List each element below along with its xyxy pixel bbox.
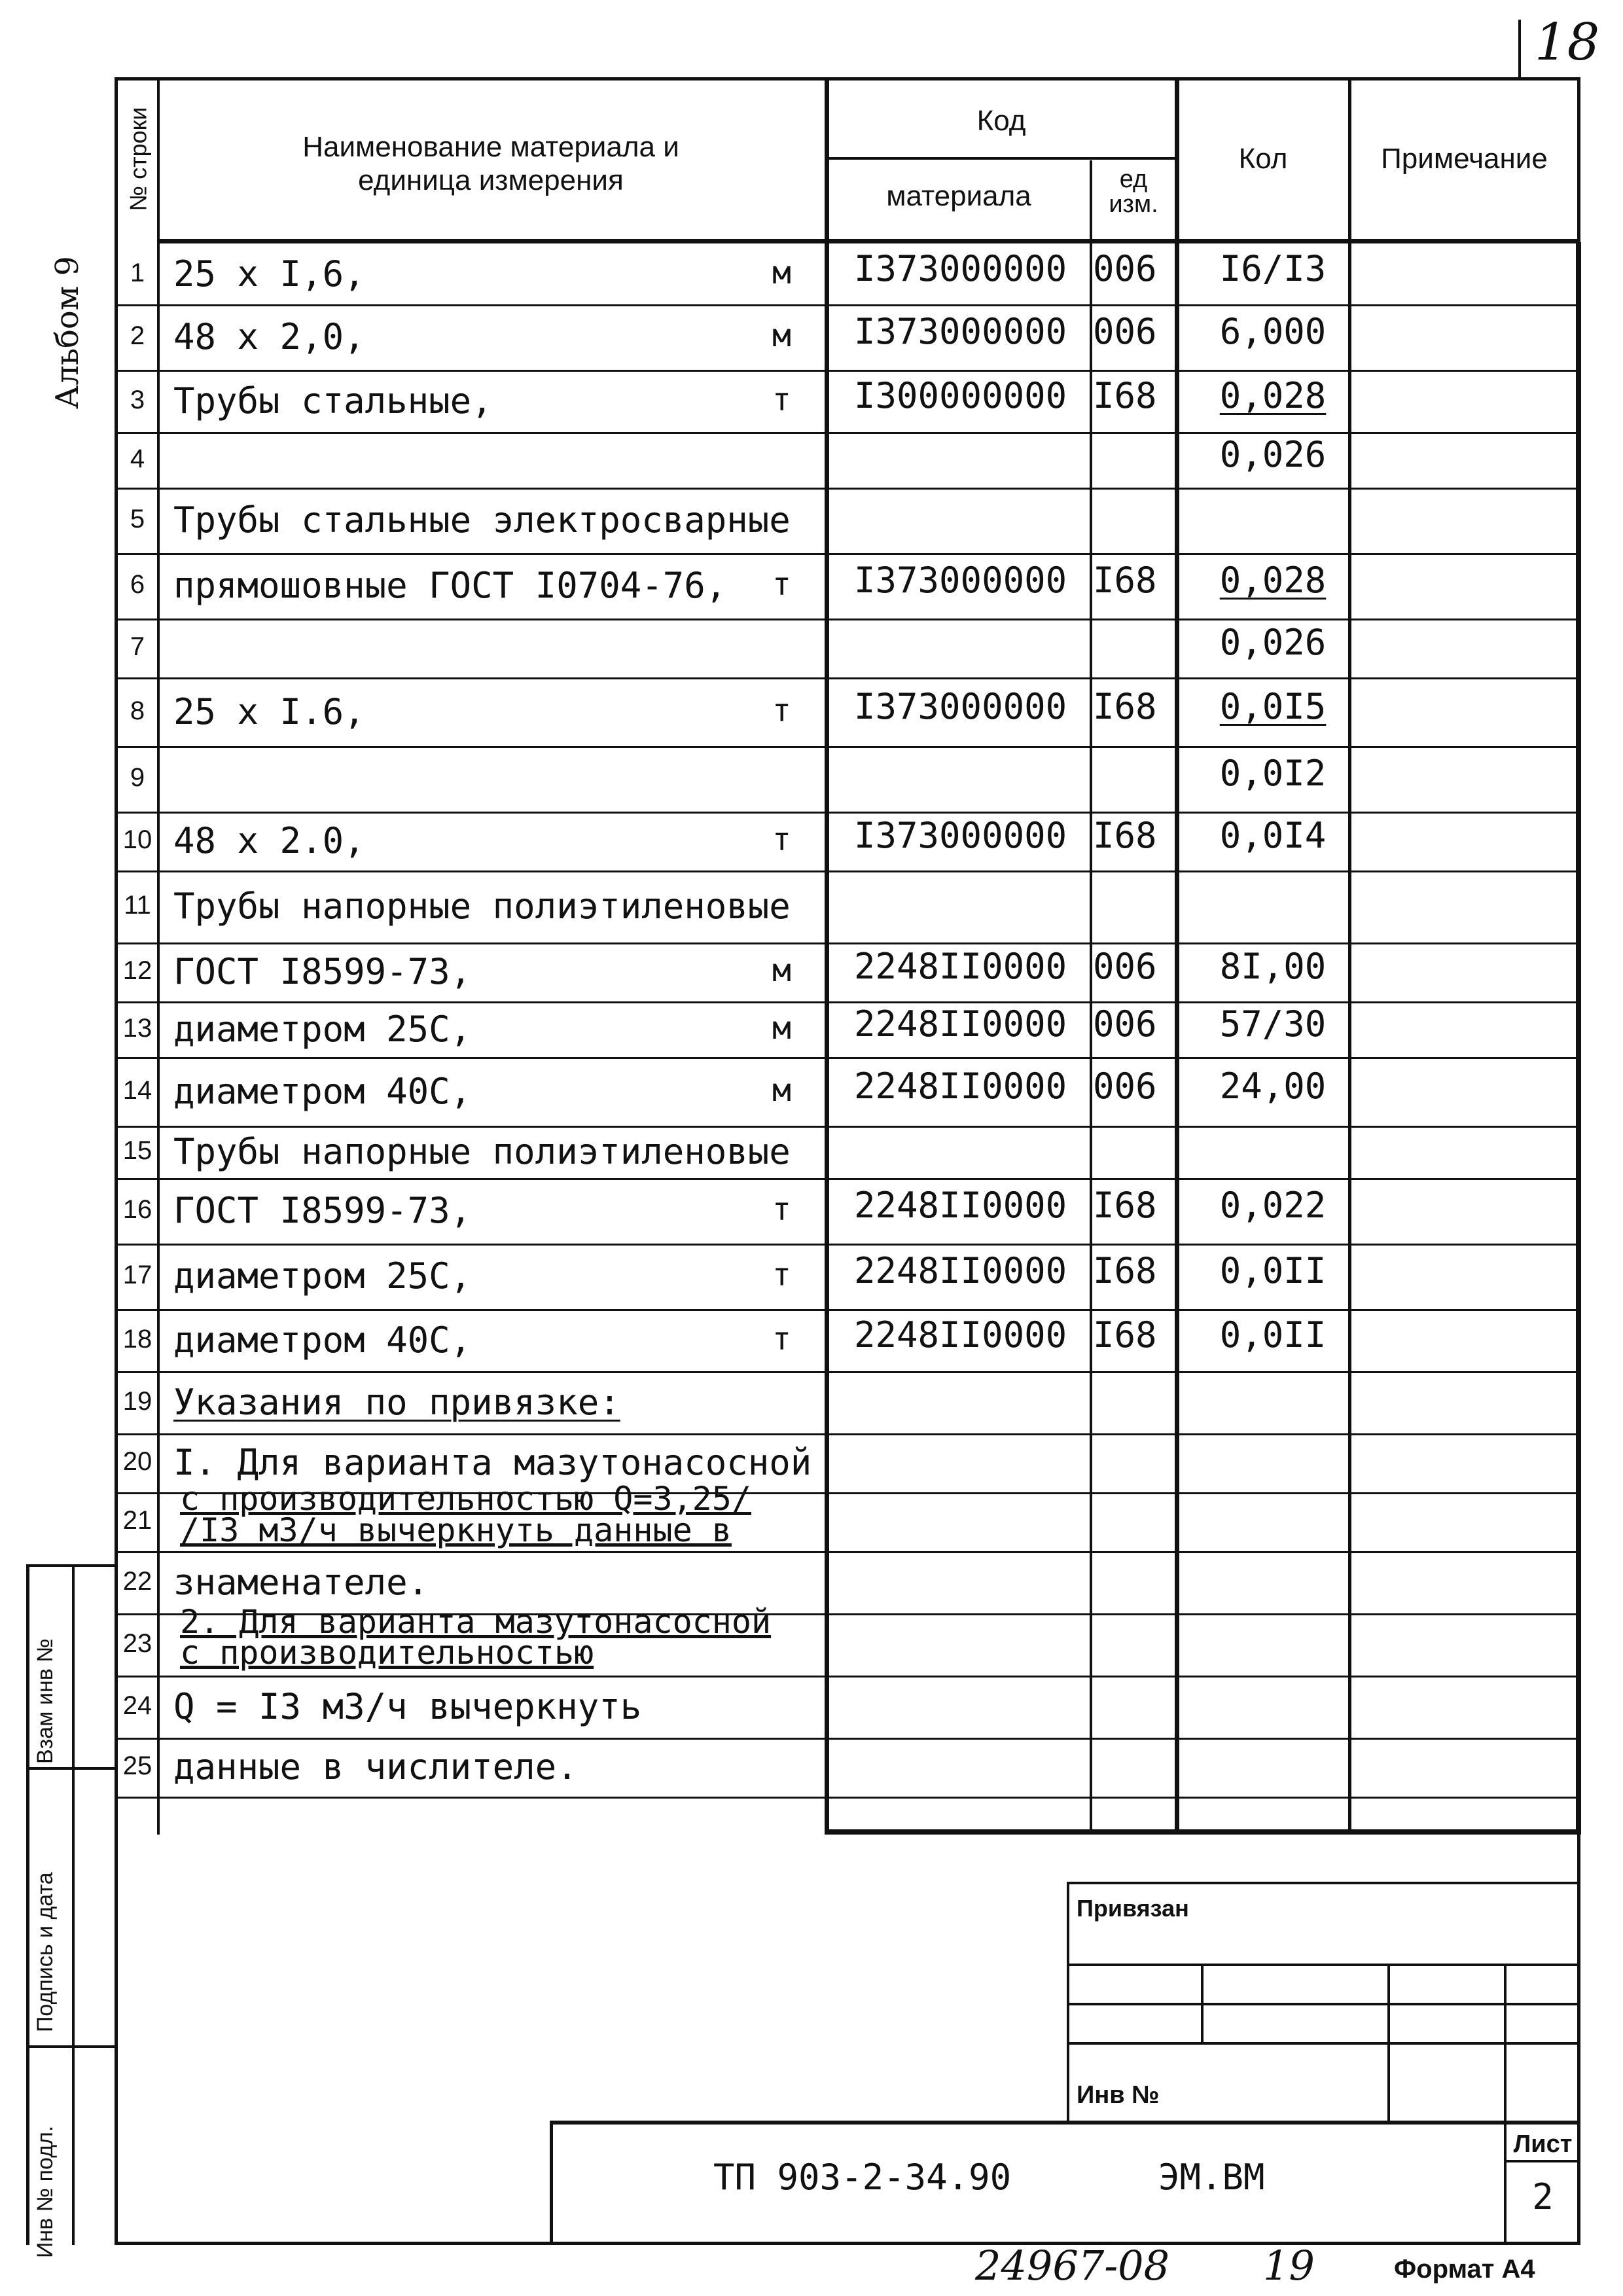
- row-number: 25: [122, 1751, 152, 1780]
- row-number: 5: [130, 505, 145, 533]
- material-code: 2248II0000: [854, 1314, 1067, 1355]
- material-code: 2248II0000: [854, 1003, 1067, 1045]
- material-name: диаметром 40С,: [173, 1070, 472, 1112]
- table-row: [0, 370, 1623, 432]
- table-row: [0, 1001, 1623, 1057]
- row-number: 22: [122, 1566, 152, 1596]
- material-name: диаметром 25С,: [173, 1008, 472, 1050]
- unit-name: м: [772, 1071, 791, 1109]
- unit-name: т: [772, 1257, 791, 1293]
- row-number: 10: [122, 825, 152, 854]
- header-code-unit: ед изм.: [1109, 166, 1158, 218]
- quantity: 0,0II: [1219, 1250, 1327, 1291]
- row-number: 20: [122, 1447, 152, 1476]
- unit-code: 006: [1093, 1003, 1157, 1045]
- table-row: [0, 432, 1623, 488]
- header-code: Код: [976, 105, 1026, 137]
- table-row: [0, 1057, 1623, 1126]
- quantity: 0,028: [1219, 560, 1327, 601]
- unit-code: 006: [1093, 946, 1157, 987]
- stamp-vzam: Взам инв №: [33, 1638, 58, 1764]
- material-name: Указания по привязке:: [173, 1381, 620, 1423]
- header-qty: Кол: [1238, 143, 1288, 175]
- material-name: диаметром 25С,: [173, 1255, 472, 1297]
- table-row: [0, 488, 1623, 553]
- table-row: [0, 812, 1623, 870]
- material-name: 48 х 2,0,: [173, 316, 365, 357]
- header-note: Примечание: [1381, 143, 1548, 175]
- page-number: 18: [1535, 13, 1600, 72]
- handwritten-number: 24967-08: [975, 2242, 1170, 2289]
- quantity: 0,0I5: [1219, 685, 1327, 727]
- material-code: 2248II0000: [854, 946, 1067, 987]
- material-code: I373000000: [854, 685, 1067, 727]
- quantity: 0,0II: [1219, 1314, 1327, 1355]
- quantity: 6,000: [1219, 311, 1327, 352]
- quantity: 0,022: [1219, 1185, 1327, 1226]
- material-name: знаменателе.: [173, 1561, 429, 1603]
- row-number: 12: [122, 956, 152, 985]
- material-name: 48 х 2.0,: [173, 820, 365, 861]
- header-code-material: материала: [886, 180, 1031, 212]
- unit-name: м: [772, 254, 791, 291]
- unit-code: I68: [1093, 685, 1157, 727]
- row-number: 18: [122, 1324, 152, 1354]
- table-row: [0, 1244, 1623, 1309]
- material-code: 2248II0000: [854, 1185, 1067, 1226]
- stamp-inv: Инв № подл.: [33, 2125, 58, 2258]
- row-number: 11: [124, 891, 151, 920]
- quantity: 57/30: [1219, 1003, 1327, 1045]
- unit-name: м: [772, 952, 791, 989]
- unit-code: I68: [1093, 1185, 1157, 1226]
- material-code: 2248II0000: [854, 1065, 1067, 1107]
- quantity: 8I,00: [1219, 946, 1327, 987]
- row-number: 13: [122, 1013, 152, 1043]
- material-code: I300000000: [854, 374, 1067, 416]
- unit-name: т: [772, 381, 791, 418]
- unit-name: т: [772, 692, 791, 729]
- material-code: 2248II0000: [854, 1250, 1067, 1291]
- unit-code: I68: [1093, 560, 1157, 601]
- stamp-inv-no: Инв №: [1077, 2081, 1160, 2109]
- quantity: 0,028: [1219, 374, 1327, 416]
- table-row: [0, 553, 1623, 619]
- table-row: [0, 870, 1623, 942]
- row-number: 8: [130, 696, 145, 725]
- unit-code: 006: [1093, 247, 1157, 289]
- format-label: Формат А4: [1394, 2255, 1535, 2284]
- table-row: [0, 304, 1623, 370]
- table-row: [0, 942, 1623, 1001]
- material-name: ГОСТ I8599-73,: [173, 951, 472, 992]
- material-name: Трубы стальные,: [173, 380, 493, 422]
- table-row: [0, 746, 1623, 812]
- unit-code: 006: [1093, 1065, 1157, 1107]
- row-number: 7: [130, 632, 145, 661]
- row-number: 16: [122, 1195, 152, 1224]
- row-number: 24: [122, 1691, 152, 1720]
- table-row: [0, 1676, 1623, 1738]
- row-number: 14: [122, 1075, 152, 1105]
- stamp-podpis: Подпись и дата: [33, 1872, 58, 2032]
- unit-name: т: [772, 821, 791, 858]
- quantity: I6/I3: [1219, 247, 1327, 289]
- header-row-no: № строки: [124, 106, 152, 211]
- row-number: 6: [130, 570, 145, 599]
- stamp-sheet-no: 2: [1532, 2176, 1554, 2217]
- material-name: Трубы напорные полиэтиленовые: [173, 1131, 791, 1172]
- material-name: 2. Для варианта мазутонасосной с производительностью: [180, 1602, 772, 1672]
- unit-name: т: [772, 1320, 791, 1357]
- material-name: 25 х I.6,: [173, 691, 365, 732]
- table-row: [0, 677, 1623, 746]
- material-name: Q = I3 м3/ч вычеркнуть: [173, 1685, 642, 1727]
- material-name: с производительностью Q=3,25/ /I3 м3/ч вычеркнуть данные в: [180, 1480, 751, 1549]
- table-row: [0, 1602, 1623, 1676]
- unit-code: I68: [1093, 1250, 1157, 1291]
- unit-code: 006: [1093, 311, 1157, 352]
- material-name: прямошовные ГОСТ I0704-76,: [173, 565, 727, 606]
- table-row: [0, 619, 1623, 677]
- material-name: диаметром 40С,: [173, 1319, 472, 1361]
- material-name: данные в числителе.: [173, 1746, 578, 1787]
- stamp-doc-code: ТП 903-2-34.90: [713, 2157, 1012, 2198]
- table-row: [0, 1178, 1623, 1244]
- material-code: I373000000: [854, 247, 1067, 289]
- unit-name: т: [772, 1191, 791, 1228]
- unit-code: I68: [1093, 815, 1157, 856]
- table-row: [0, 243, 1623, 304]
- row-number: 15: [122, 1136, 152, 1165]
- row-number: 9: [130, 763, 145, 792]
- quantity: 0,026: [1219, 622, 1327, 663]
- handwritten-page: 19: [1263, 2242, 1315, 2289]
- quantity: 0,0I4: [1219, 815, 1327, 856]
- row-number: 23: [122, 1628, 152, 1658]
- stamp-doc-mark: ЭМ.ВМ: [1158, 2157, 1265, 2198]
- row-number: 2: [130, 321, 145, 350]
- stamp-privyazan: Привязан: [1077, 1895, 1189, 1922]
- quantity: 24,00: [1219, 1065, 1327, 1107]
- unit-code: I68: [1093, 374, 1157, 416]
- table-row: [0, 1126, 1623, 1178]
- row-number: 4: [130, 444, 145, 473]
- row-number: 1: [130, 258, 145, 287]
- material-name: 25 х I,6,: [173, 253, 365, 295]
- table-row: [0, 1738, 1623, 1797]
- unit-name: м: [772, 317, 791, 354]
- row-number: 21: [122, 1506, 152, 1535]
- row-number: 19: [122, 1386, 152, 1416]
- album-label: Альбом 9: [49, 256, 86, 409]
- material-name: Трубы напорные полиэтиленовые: [173, 886, 791, 927]
- material-name: Трубы стальные электросварные: [173, 499, 791, 541]
- unit-code: I68: [1093, 1314, 1157, 1355]
- row-number: 3: [130, 385, 145, 414]
- material-code: I373000000: [854, 815, 1067, 856]
- stamp-sheet-label: Лист: [1513, 2130, 1573, 2158]
- unit-name: т: [772, 566, 791, 603]
- table-row: [0, 1371, 1623, 1433]
- material-code: I373000000: [854, 311, 1067, 352]
- quantity: 0,0I2: [1219, 753, 1327, 794]
- table-row: [0, 1480, 1623, 1551]
- material-name: I. Для варианта мазутонасосной: [173, 1442, 812, 1483]
- material-name: ГОСТ I8599-73,: [173, 1190, 472, 1231]
- quantity: 0,026: [1219, 433, 1327, 475]
- material-code: I373000000: [854, 560, 1067, 601]
- header-name: Наименование материала и единица измерения: [302, 131, 679, 196]
- table-row: [0, 1309, 1623, 1371]
- row-number: 17: [122, 1261, 152, 1289]
- unit-name: м: [772, 1009, 791, 1047]
